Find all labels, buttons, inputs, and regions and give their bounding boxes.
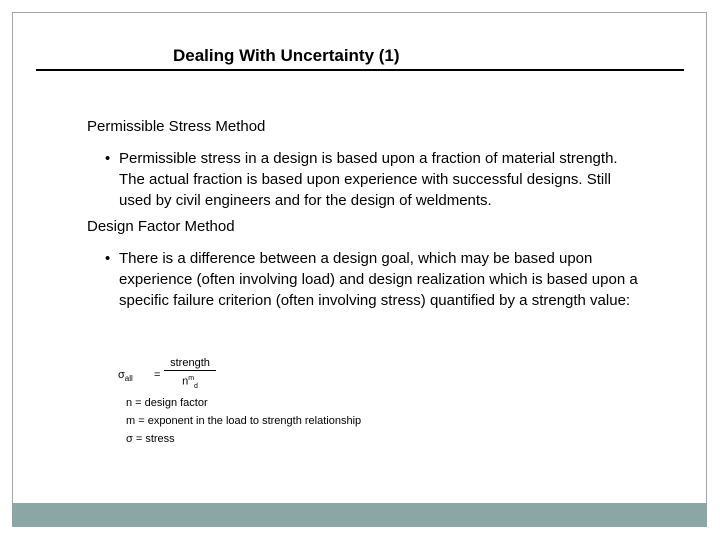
definition-n: n = design factor xyxy=(126,397,208,409)
footer-bar xyxy=(12,503,707,527)
formula-lhs xyxy=(118,366,133,388)
bullet-text: There is a difference between a design goal, which may be based upon experience (often involving load) and design realization which is based upon a specific failure criterion (often involving stress) quantified by a strength value: xyxy=(119,250,638,309)
definition-m: m = exponent in the load to strength relationship xyxy=(126,415,362,427)
formula-fraction xyxy=(164,356,216,395)
bullet-design-factor xyxy=(105,248,645,311)
formula-equation xyxy=(118,352,361,394)
bullet-dot: • xyxy=(105,150,111,167)
heading-permissible-stress: Permissible Stress Method xyxy=(87,118,266,135)
bullet-permissible-stress xyxy=(105,148,645,211)
slide-title: Dealing With Uncertainty (1) xyxy=(173,46,400,65)
fraction-numerator: strength xyxy=(164,356,216,371)
denominator-exponent: m xyxy=(188,375,195,382)
formula-block xyxy=(118,352,361,448)
sigma-symbol: σ xyxy=(118,369,125,381)
bullet-text: Permissible stress in a design is based upon a fraction of material strength. The actual fraction is based upon experience with successful designs. Still used by civil engineers and for the design of weldments. xyxy=(119,150,618,209)
title-underline xyxy=(36,69,684,71)
denominator-subscript: d xyxy=(194,382,198,390)
fraction-denominator xyxy=(164,371,216,395)
equals-sign: = xyxy=(154,369,161,381)
bullet-dot: • xyxy=(105,250,111,267)
denominator-base: n xyxy=(182,375,189,388)
definition-sigma: σ = stress xyxy=(126,433,175,445)
sigma-subscript: all xyxy=(124,374,133,384)
heading-design-factor: Design Factor Method xyxy=(87,218,235,235)
